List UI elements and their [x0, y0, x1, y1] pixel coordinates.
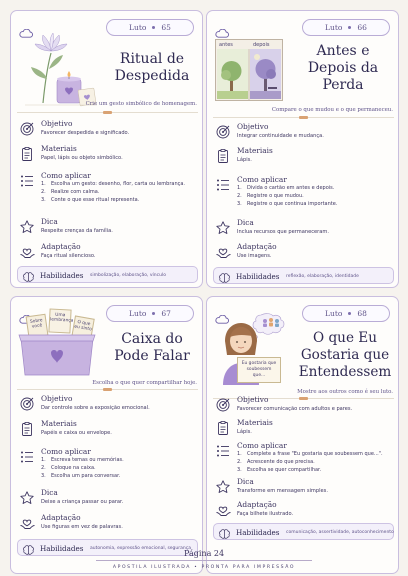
- section-text: Favorecer despedida e significado.: [41, 130, 130, 136]
- title-line: Entendessem: [298, 364, 392, 380]
- section-text: Lápis.: [237, 429, 252, 435]
- section-heading: Materiais: [41, 144, 77, 153]
- footer-tagline: APOSTILA ILUSTRADA • PRONTA PARA IMPRESSÃO: [112, 565, 296, 570]
- card-category-badge: [302, 19, 390, 36]
- card-subtitle: Escolha o que quer compartilhar hoje.: [92, 380, 197, 386]
- card-category-badge: [106, 305, 194, 322]
- card-title: [105, 51, 199, 85]
- skills-bar: [213, 267, 394, 284]
- section-text: Papéis e caixa ou envelope.: [41, 430, 112, 436]
- activity-card-68: [206, 296, 399, 574]
- title-line: Pode Falar: [114, 348, 190, 364]
- section-text: Use imagens.: [237, 253, 272, 259]
- section-heading: Adaptação: [237, 242, 277, 251]
- before-after-illustration: [215, 39, 283, 101]
- card-category-badge: [106, 19, 194, 36]
- brain-icon: [218, 270, 231, 288]
- skills-bar: [213, 523, 394, 540]
- card-category-badge: [302, 305, 390, 322]
- skills-text: simbolização, elaboração, vínculo: [90, 273, 166, 278]
- heart-hands-icon: [215, 502, 231, 518]
- divider: [17, 112, 198, 113]
- clipboard-icon: [215, 148, 231, 164]
- card-subtitle: Crie um gesto simbólico de homenagem.: [85, 101, 197, 107]
- section-text: Deixe a criança passar ou parar.: [41, 499, 124, 505]
- target-icon: [215, 397, 231, 413]
- card-number: 67: [161, 309, 171, 318]
- title-line: Antes e: [316, 43, 370, 59]
- list-item: 2. Registre o que mudou.: [237, 192, 304, 199]
- card-subtitle: Compare o que mudou e o que permaneceu.: [271, 107, 393, 113]
- footer-divider: [96, 560, 312, 561]
- activity-card-67: [10, 296, 203, 574]
- skills-text: autonomia, expressão emocional, segurança: [90, 546, 191, 551]
- before-label: antes: [219, 42, 233, 48]
- title-line: Depois da: [307, 60, 379, 76]
- card-category: Luto: [129, 23, 147, 32]
- steps-list: [41, 457, 124, 480]
- steps-list: [237, 185, 337, 208]
- card-number: 68: [357, 309, 367, 318]
- star-icon: [19, 219, 35, 235]
- section-text: Faça ritual silencioso.: [41, 253, 96, 259]
- section-heading: Objetivo: [41, 119, 73, 128]
- title-line: O que Eu: [313, 330, 377, 346]
- activity-card-66: [206, 10, 399, 288]
- steps-list: [41, 181, 185, 204]
- list-item: 2. Realize com calma.: [41, 188, 100, 195]
- skills-heading: Habilidades: [236, 528, 280, 537]
- target-icon: [19, 396, 35, 412]
- page-number: Página 24: [183, 549, 225, 558]
- clipboard-icon: [215, 420, 231, 436]
- note-card: Sobre você: [26, 314, 49, 339]
- section-text: Inclua recursos que permaneceram.: [237, 229, 329, 235]
- star-icon: [215, 220, 231, 236]
- note-card: Uma lembrança: [48, 308, 71, 333]
- section-heading: Adaptação: [41, 242, 81, 251]
- card-subtitle: Mostre aos outros como é seu luto.: [297, 389, 393, 395]
- steps-list: [237, 451, 383, 474]
- target-icon: [215, 124, 231, 140]
- clipboard-icon: [19, 146, 35, 162]
- clipboard-icon: [19, 421, 35, 437]
- section-heading: Dica: [237, 477, 254, 486]
- list-icon: [19, 449, 35, 465]
- skills-bar: [17, 266, 198, 283]
- brain-icon: [218, 526, 231, 545]
- star-icon: [215, 479, 231, 495]
- section-heading: Materiais: [41, 419, 77, 428]
- section-heading: Adaptação: [237, 500, 277, 509]
- note-card: O que eu sinto: [71, 315, 95, 340]
- section-text: Papel, lápis ou objeto simbólico.: [41, 155, 123, 161]
- skills-heading: Habilidades: [40, 271, 84, 280]
- title-line: Caixa do: [121, 331, 183, 347]
- section-heading: Como aplicar: [237, 441, 287, 450]
- section-text: Faça bilhete ilustrado.: [237, 511, 294, 517]
- talk-box-illustration: [17, 307, 97, 377]
- section-text: Dar controle sobre a exposição emocional.: [41, 405, 150, 411]
- card-title: [295, 330, 395, 381]
- section-heading: Materiais: [237, 146, 273, 155]
- list-icon: [215, 177, 231, 193]
- heart-hands-icon: [19, 244, 35, 260]
- section-heading: Materiais: [237, 418, 273, 427]
- separator-dot: [348, 312, 351, 315]
- divider: [213, 117, 394, 118]
- list-item: 2. Acrescente do que precisa.: [237, 458, 315, 465]
- list-item: 1. Divida o cartão em antes e depois.: [237, 185, 335, 191]
- list-item: 2. Coloque na caixa.: [41, 464, 96, 471]
- target-icon: [19, 121, 35, 137]
- list-item: 1. Escreva temas ou memórias.: [41, 457, 124, 463]
- card-number: 65: [161, 23, 171, 32]
- section-text: Respeite crenças da família.: [41, 228, 113, 234]
- list-item: 3. Registre o que continua importante.: [237, 200, 338, 207]
- section-heading: Adaptação: [41, 513, 81, 522]
- section-heading: Objetivo: [237, 395, 269, 404]
- heart-hands-icon: [19, 515, 35, 531]
- brain-icon: [22, 269, 35, 288]
- skills-text: reflexão, elaboração, identidade: [286, 274, 359, 279]
- section-text: Transforme em mensagem simples.: [237, 488, 328, 494]
- section-heading: Dica: [41, 217, 58, 226]
- divider: [17, 389, 198, 390]
- section-heading: Objetivo: [237, 122, 269, 131]
- section-text: Use figuras em vez de palavras.: [41, 524, 123, 530]
- list-item: 1. Complete a frase "Eu gostaria que soubessem que...".: [237, 451, 383, 457]
- separator-dot: [348, 26, 351, 29]
- card-category: Luto: [129, 309, 147, 318]
- section-text: Favorecer comunicação com adultos e pares.: [237, 406, 353, 412]
- section-heading: Dica: [237, 218, 254, 227]
- section-heading: Como aplicar: [41, 171, 91, 180]
- title-line: Ritual de: [119, 51, 185, 67]
- section-heading: Como aplicar: [41, 447, 91, 456]
- list-item: 1. Escolha um gesto: desenho, flor, carta ou lembrança.: [41, 181, 186, 187]
- card-title: [105, 331, 199, 365]
- star-icon: [19, 490, 35, 506]
- after-label: depois: [253, 42, 270, 48]
- title-line: Gostaria que: [300, 347, 390, 363]
- separator-dot: [152, 312, 155, 315]
- separator-dot: [152, 26, 155, 29]
- heart-hands-icon: [215, 244, 231, 260]
- list-icon: [215, 443, 231, 459]
- section-heading: Objetivo: [41, 394, 73, 403]
- card-title: [291, 43, 395, 94]
- skills-heading: Habilidades: [236, 272, 280, 281]
- skills-heading: Habilidades: [40, 544, 84, 553]
- title-line: Despedida: [114, 68, 190, 84]
- list-item: 3. Escolha se quer compartilhar.: [237, 466, 322, 473]
- section-text: Lápis.: [237, 157, 252, 163]
- activity-card-65: [10, 10, 203, 288]
- sign-card: Eu gostaria que soubessem que...: [237, 357, 281, 383]
- list-icon: [19, 173, 35, 189]
- child-sign-illustration: [211, 311, 295, 385]
- list-item: 3. Conte o que esse ritual representa.: [41, 196, 140, 203]
- title-line: Perda: [322, 77, 364, 93]
- section-heading: Dica: [41, 488, 58, 497]
- section-heading: Como aplicar: [237, 175, 287, 184]
- skills-text: comunicação, assertividade, autoconhecimento: [286, 530, 394, 535]
- list-item: 3. Escolha um para conversar.: [41, 472, 121, 479]
- card-category: Luto: [325, 309, 343, 318]
- section-text: Integrar continuidade e mudança.: [237, 133, 324, 139]
- card-number: 66: [357, 23, 367, 32]
- card-category: Luto: [325, 23, 343, 32]
